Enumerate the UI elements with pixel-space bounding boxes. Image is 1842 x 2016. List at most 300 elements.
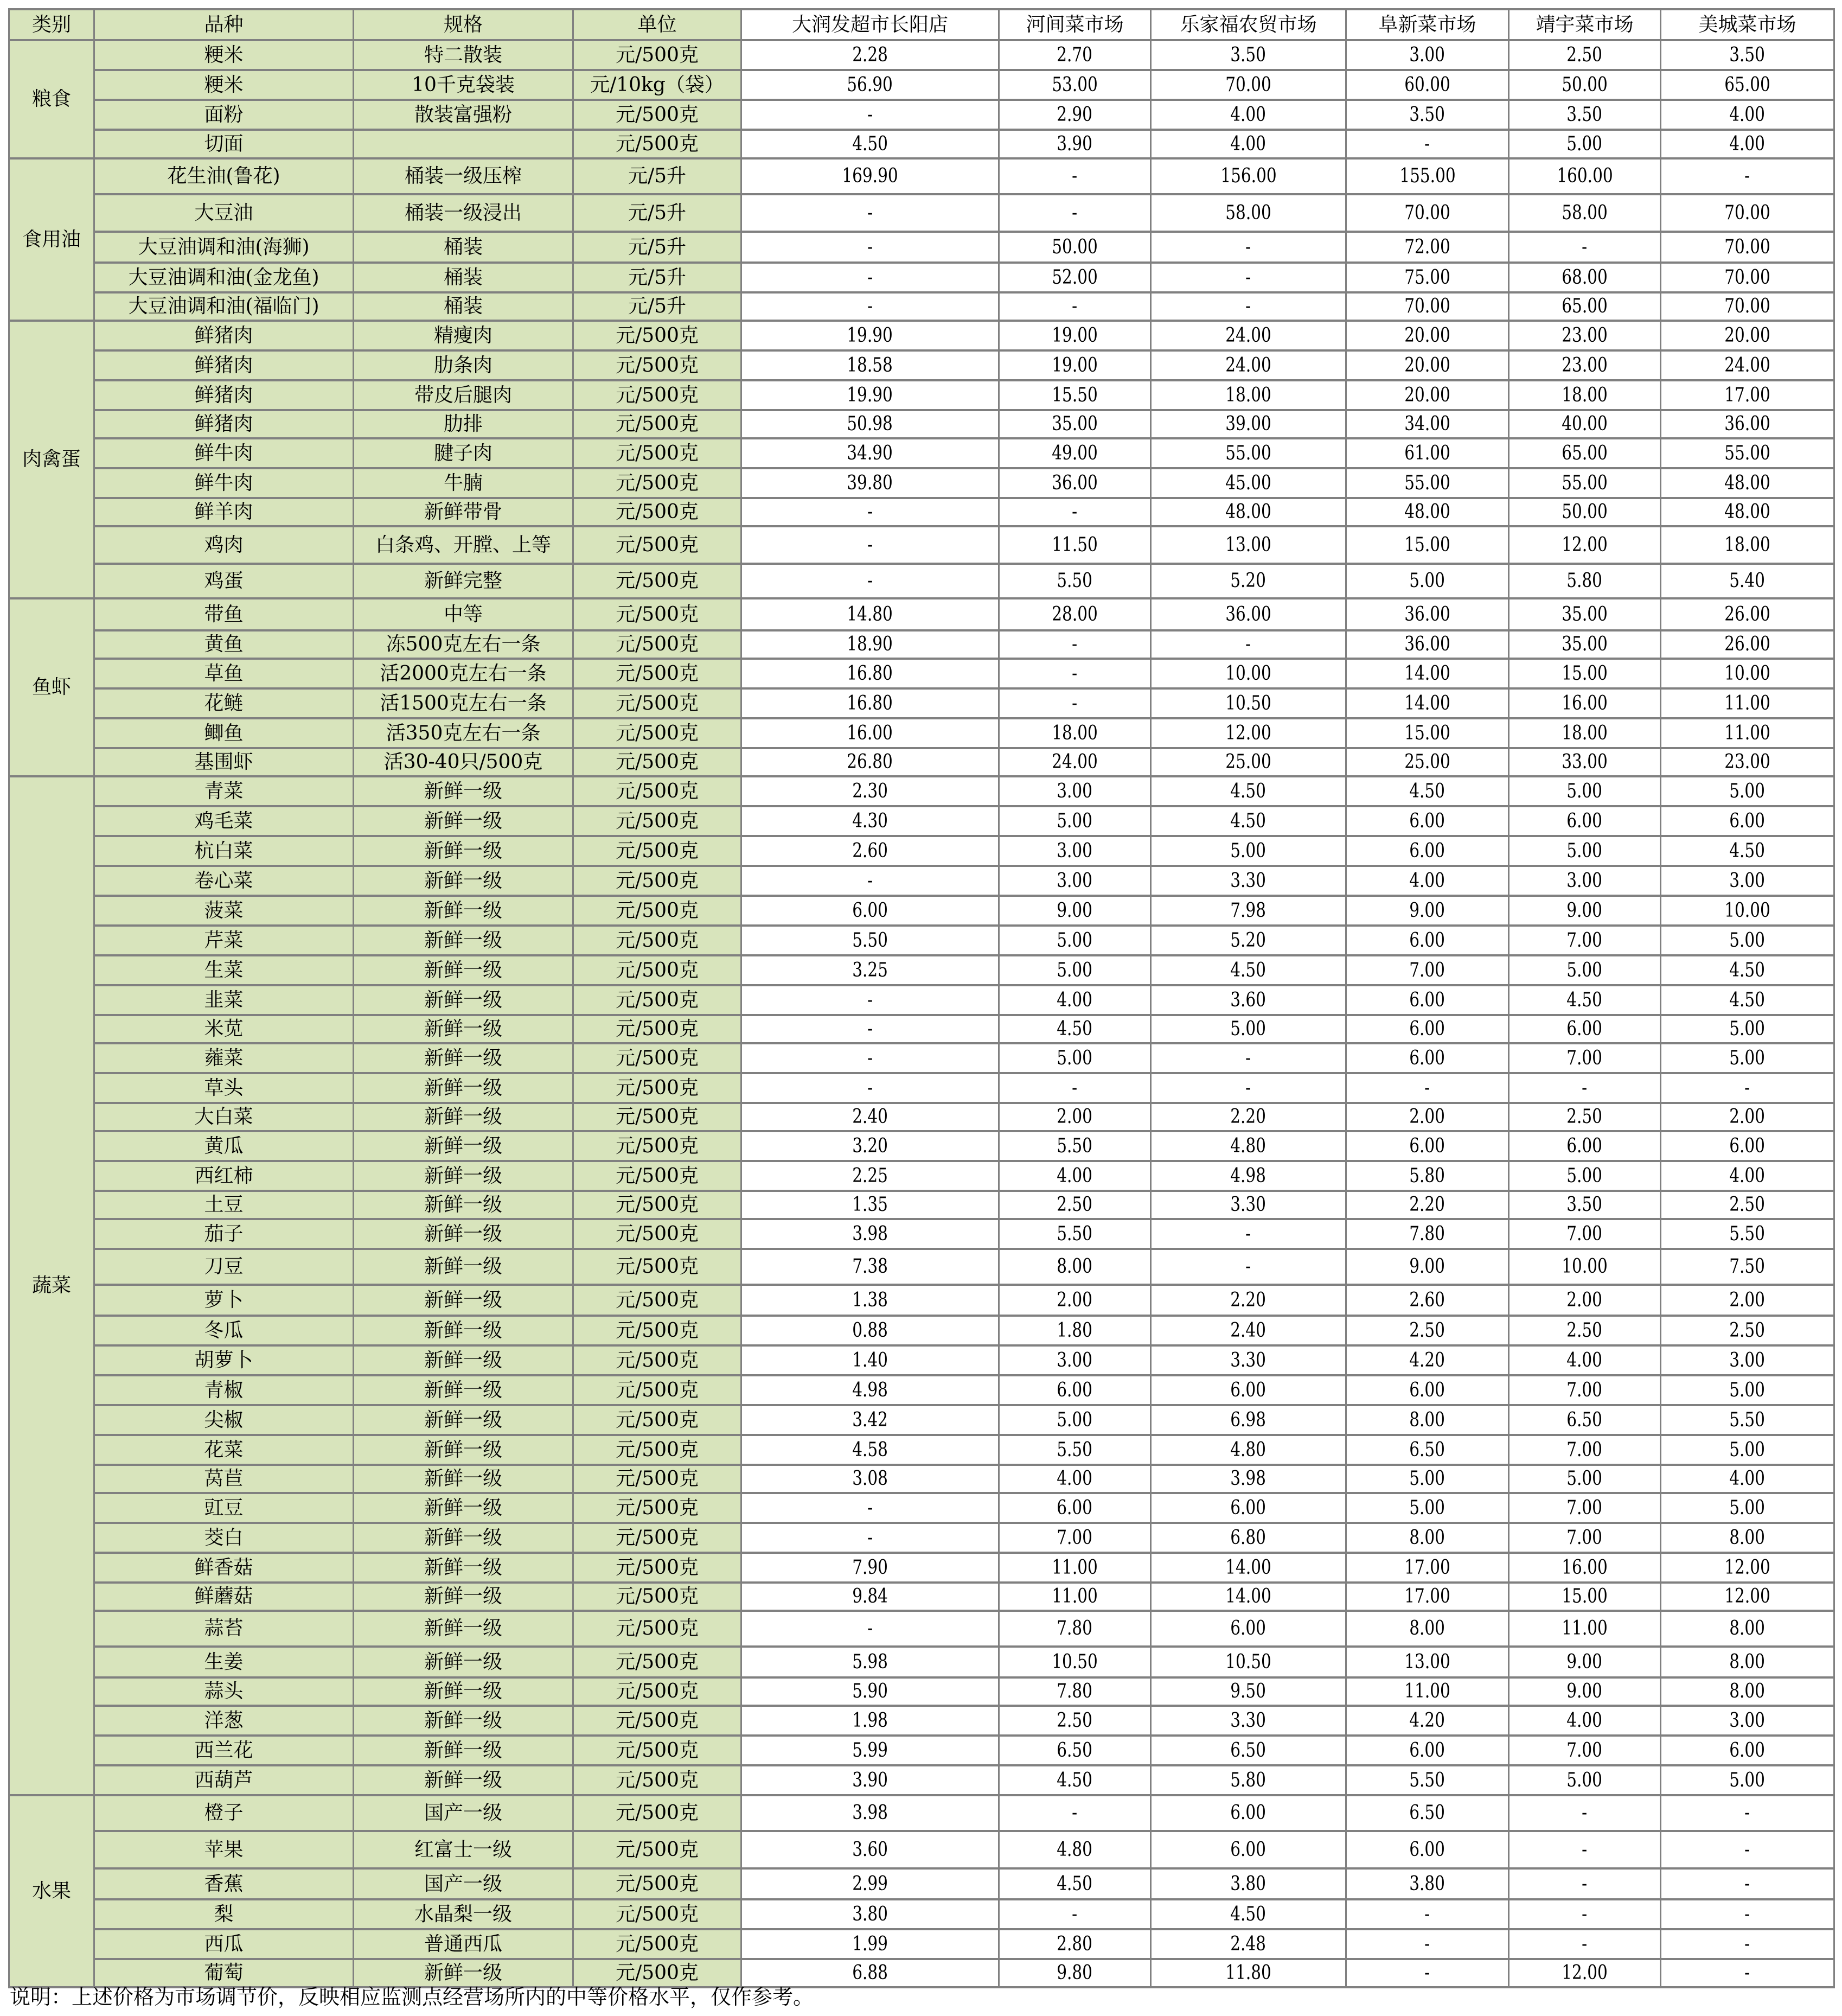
price-cell: [1661, 836, 1834, 866]
table-row: [9, 158, 1834, 194]
variety-cell: 鲜猪肉: [94, 410, 354, 438]
price-value: 36.00: [1404, 633, 1450, 655]
price-cell: [1346, 1249, 1509, 1285]
price-cell: [1346, 1131, 1509, 1161]
price-cell: [1509, 836, 1661, 866]
price-value: 2.50: [1057, 1194, 1093, 1216]
price-cell: [1346, 776, 1509, 806]
price-cell: [741, 1345, 999, 1375]
price-cell: [1509, 1465, 1661, 1493]
spec-cell: 新鲜一级: [354, 866, 573, 896]
variety-cell: 刀豆: [94, 1249, 354, 1285]
price-cell: [1346, 1553, 1509, 1583]
variety-cell: 蒜苔: [94, 1611, 354, 1647]
price-cell: [1151, 718, 1346, 748]
price-value: 7.00: [1566, 1438, 1603, 1461]
price-value: -: [1582, 1802, 1588, 1824]
price-cell: [999, 158, 1151, 194]
price-value: 4.00: [1566, 1709, 1603, 1732]
price-cell: [1661, 498, 1834, 526]
price-cell: [1346, 836, 1509, 866]
table-row: [9, 1043, 1834, 1073]
price-value: 4.80: [1230, 1134, 1267, 1157]
price-cell: [1151, 1959, 1346, 1987]
price-value: 35.00: [1562, 603, 1608, 626]
price-value: 7.00: [1409, 959, 1446, 981]
price-value: 6.50: [1409, 1802, 1446, 1824]
price-cell: [1151, 1493, 1346, 1523]
unit-cell: 元/500克: [573, 598, 741, 630]
price-value: 65.00: [1562, 295, 1608, 317]
price-cell: [1346, 1647, 1509, 1677]
price-cell: [741, 1103, 999, 1131]
price-value: 4.00: [1057, 1164, 1093, 1187]
price-value: -: [1744, 1076, 1750, 1099]
spec-cell: 新鲜一级: [354, 1583, 573, 1611]
header-market-5: 美城菜市场: [1661, 9, 1834, 40]
header-market-0: 大润发超市长阳店: [741, 9, 999, 40]
variety-cell: 草头: [94, 1073, 354, 1103]
price-value: 2.30: [852, 780, 888, 802]
price-cell: [1151, 40, 1346, 70]
price-value: 2.20: [1230, 1106, 1267, 1128]
price-cell: [1661, 806, 1834, 836]
category-cell: 粮食: [9, 40, 94, 158]
price-cell: [1151, 1583, 1346, 1611]
price-value: 4.30: [852, 809, 888, 832]
price-cell: [999, 1647, 1151, 1677]
price-cell: [741, 380, 999, 410]
price-value: 6.00: [1230, 1496, 1267, 1519]
price-cell: [1151, 955, 1346, 985]
spec-cell: 活350克左右一条: [354, 718, 573, 748]
price-value: -: [1072, 1802, 1078, 1824]
price-value: 45.00: [1225, 471, 1271, 494]
price-value: 4.50: [1230, 959, 1267, 981]
price-value: 8.00: [1409, 1617, 1446, 1639]
price-cell: [741, 1553, 999, 1583]
price-cell: [1346, 1191, 1509, 1219]
price-cell: [741, 1831, 999, 1868]
price-value: 48.00: [1404, 501, 1450, 523]
variety-cell: 花菜: [94, 1435, 354, 1465]
price-value: 2.00: [1057, 1288, 1093, 1311]
price-value: 16.00: [847, 722, 893, 744]
price-value: 6.00: [1409, 1047, 1446, 1069]
price-value: 55.00: [1562, 471, 1608, 494]
price-value: 18.00: [1724, 533, 1770, 556]
table-row: [9, 1161, 1834, 1191]
price-cell: [1661, 926, 1834, 955]
price-cell: [741, 1161, 999, 1191]
price-cell: [1346, 438, 1509, 468]
price-cell: [1509, 498, 1661, 526]
price-cell: [999, 1795, 1151, 1831]
price-value: 55.00: [1225, 442, 1271, 464]
price-value: 26.00: [1724, 633, 1770, 655]
spec-cell: 活2000克左右一条: [354, 659, 573, 688]
table-row: [9, 1285, 1834, 1316]
price-cell: [1661, 1435, 1834, 1465]
price-cell: [1151, 1553, 1346, 1583]
price-value: 25.00: [1225, 751, 1271, 773]
price-cell: [1509, 748, 1661, 776]
unit-cell: 元/500克: [573, 985, 741, 1015]
variety-cell: 鸡蛋: [94, 564, 354, 598]
spec-cell: 桶装: [354, 292, 573, 321]
price-value: 2.50: [1566, 1319, 1603, 1342]
price-cell: [1509, 1868, 1661, 1899]
price-cell: [1151, 1345, 1346, 1375]
table-row: [9, 776, 1834, 806]
price-value: 15.00: [1404, 533, 1450, 556]
price-value: -: [1582, 1838, 1588, 1861]
unit-cell: 元/500克: [573, 1405, 741, 1435]
price-cell: [741, 130, 999, 158]
price-value: 16.80: [847, 692, 893, 714]
price-cell: [741, 1611, 999, 1647]
price-value: 49.00: [1052, 442, 1098, 464]
price-value: 68.00: [1562, 266, 1608, 289]
unit-cell: 元/500克: [573, 688, 741, 718]
spec-cell: 新鲜一级: [354, 1161, 573, 1191]
price-value: 60.00: [1404, 73, 1450, 96]
price-cell: [1509, 380, 1661, 410]
variety-cell: 鲜羊肉: [94, 498, 354, 526]
price-value: 36.00: [1724, 413, 1770, 435]
unit-cell: 元/500克: [573, 498, 741, 526]
spec-cell: 新鲜一级: [354, 1493, 573, 1523]
price-value: 160.00: [1556, 165, 1613, 187]
price-value: 28.00: [1052, 603, 1098, 626]
table-row: [9, 1831, 1834, 1868]
price-cell: [1509, 1219, 1661, 1249]
variety-cell: 橙子: [94, 1795, 354, 1831]
price-cell: [1346, 1899, 1509, 1929]
price-cell: [1346, 526, 1509, 564]
price-value: -: [867, 1617, 873, 1639]
price-cell: [999, 1929, 1151, 1959]
price-cell: [1509, 292, 1661, 321]
price-value: 58.00: [1562, 201, 1608, 224]
price-value: 6.50: [1230, 1739, 1267, 1762]
spec-cell: 肋条肉: [354, 350, 573, 380]
price-cell: [999, 70, 1151, 100]
spec-cell: 新鲜一级: [354, 896, 573, 926]
price-value: 7.90: [852, 1556, 888, 1579]
price-cell: [1509, 598, 1661, 630]
table-row: [9, 1523, 1834, 1553]
price-cell: [741, 1435, 999, 1465]
header-spec: 规格: [354, 9, 573, 40]
price-value: 8.00: [1729, 1650, 1766, 1673]
price-cell: [1661, 1405, 1834, 1435]
variety-cell: 粳米: [94, 70, 354, 100]
price-cell: [1509, 130, 1661, 158]
spec-cell: 新鲜一级: [354, 1131, 573, 1161]
price-value: 1.80: [1057, 1319, 1093, 1342]
price-value: 9.00: [1409, 1255, 1446, 1278]
price-cell: [1346, 1677, 1509, 1706]
price-value: 33.00: [1562, 751, 1608, 773]
price-cell: [999, 598, 1151, 630]
variety-cell: 大豆油调和油(福临门): [94, 292, 354, 321]
price-value: 6.00: [852, 899, 888, 922]
price-cell: [1151, 1465, 1346, 1493]
price-cell: [1151, 100, 1346, 130]
price-cell: [1151, 1929, 1346, 1959]
price-value: 156.00: [1220, 165, 1277, 187]
price-value: 6.00: [1409, 929, 1446, 952]
unit-cell: 元/500克: [573, 564, 741, 598]
price-cell: [1661, 1103, 1834, 1131]
variety-cell: 洋葱: [94, 1706, 354, 1736]
table-row: [9, 70, 1834, 100]
table-row: [9, 1219, 1834, 1249]
price-value: 6.00: [1729, 1739, 1766, 1762]
price-value: 7.00: [1566, 1526, 1603, 1549]
variety-cell: 生姜: [94, 1647, 354, 1677]
price-cell: [1509, 1831, 1661, 1868]
price-value: 6.00: [1057, 1496, 1093, 1519]
price-cell: [741, 718, 999, 748]
price-value: 3.00: [1729, 869, 1766, 892]
price-value: -: [1582, 1872, 1588, 1895]
price-cell: [1346, 194, 1509, 232]
price-value: 5.00: [1057, 929, 1093, 952]
price-cell: [1151, 498, 1346, 526]
table-row: [9, 438, 1834, 468]
price-value: 5.50: [1057, 1438, 1093, 1461]
price-value: 1.38: [852, 1288, 888, 1311]
table-row: [9, 836, 1834, 866]
price-cell: [1346, 659, 1509, 688]
price-value: 3.50: [1729, 43, 1766, 66]
spec-cell: 新鲜带骨: [354, 498, 573, 526]
price-cell: [1346, 1523, 1509, 1553]
price-cell: [1661, 1929, 1834, 1959]
price-cell: [999, 1959, 1151, 1987]
price-value: 3.30: [1230, 1194, 1267, 1216]
spec-cell: 活30-40只/500克: [354, 748, 573, 776]
price-cell: [999, 263, 1151, 292]
price-value: 2.50: [1057, 1709, 1093, 1732]
price-value: 18.00: [1562, 384, 1608, 406]
spec-cell: 特二散装: [354, 40, 573, 70]
price-cell: [999, 955, 1151, 985]
price-value: 24.00: [1724, 354, 1770, 377]
price-value: 6.00: [1566, 1134, 1603, 1157]
unit-cell: 元/500克: [573, 410, 741, 438]
price-cell: [741, 630, 999, 659]
spec-cell: 新鲜一级: [354, 985, 573, 1015]
price-value: 8.00: [1729, 1617, 1766, 1639]
price-value: -: [867, 201, 873, 224]
price-value: 4.98: [852, 1379, 888, 1401]
price-value: 50.00: [1562, 73, 1608, 96]
price-value: 65.00: [1562, 442, 1608, 464]
price-value: 24.00: [1225, 324, 1271, 347]
price-value: 6.98: [1230, 1408, 1267, 1431]
price-value: 5.98: [852, 1650, 888, 1673]
price-cell: [1509, 630, 1661, 659]
variety-cell: 茭白: [94, 1523, 354, 1553]
price-value: 11.50: [1052, 533, 1098, 556]
price-cell: [1346, 130, 1509, 158]
table-row: [9, 263, 1834, 292]
price-cell: [741, 498, 999, 526]
price-cell: [999, 1899, 1151, 1929]
price-cell: [1151, 380, 1346, 410]
price-value: 50.00: [1052, 235, 1098, 258]
price-value: 2.00: [1409, 1106, 1446, 1128]
price-value: 14.00: [1404, 692, 1450, 714]
price-value: -: [1744, 1802, 1750, 1824]
price-value: 5.99: [852, 1739, 888, 1762]
table-row: [9, 688, 1834, 718]
price-cell: [1151, 1131, 1346, 1161]
price-value: 8.00: [1729, 1680, 1766, 1702]
price-cell: [741, 158, 999, 194]
price-value: 40.00: [1562, 413, 1608, 435]
unit-cell: 元/500克: [573, 380, 741, 410]
price-cell: [1661, 1553, 1834, 1583]
price-value: 3.50: [1230, 43, 1267, 66]
price-value: 5.00: [1566, 959, 1603, 981]
price-value: 7.80: [1409, 1222, 1446, 1245]
price-cell: [999, 926, 1151, 955]
price-value: 3.98: [852, 1802, 888, 1824]
price-value: 4.00: [1729, 1164, 1766, 1187]
price-cell: [741, 1316, 999, 1345]
price-value: -: [867, 988, 873, 1011]
price-value: 3.98: [852, 1222, 888, 1245]
price-cell: [1151, 526, 1346, 564]
price-cell: [1661, 1043, 1834, 1073]
price-value: 18.58: [847, 354, 893, 377]
price-value: 4.58: [852, 1438, 888, 1461]
price-value: 16.00: [1562, 1556, 1608, 1579]
price-cell: [1151, 1795, 1346, 1831]
price-cell: [1151, 70, 1346, 100]
price-cell: [999, 1015, 1151, 1043]
price-cell: [1661, 1285, 1834, 1316]
price-cell: [999, 564, 1151, 598]
price-value: 34.00: [1404, 413, 1450, 435]
price-value: -: [1744, 1932, 1750, 1955]
price-cell: [1346, 468, 1509, 498]
price-cell: [1509, 806, 1661, 836]
price-cell: [741, 1405, 999, 1435]
price-value: 4.00: [1230, 132, 1267, 155]
price-value: 4.50: [1409, 780, 1446, 802]
price-value: 9.84: [852, 1585, 888, 1607]
unit-cell: 元/500克: [573, 1553, 741, 1583]
price-value: 15.00: [1562, 1585, 1608, 1607]
price-value: -: [1072, 1076, 1078, 1099]
price-value: 3.50: [1566, 1194, 1603, 1216]
table-row: [9, 1435, 1834, 1465]
unit-cell: 元/500克: [573, 1765, 741, 1795]
price-value: 1.40: [852, 1349, 888, 1371]
table-row: [9, 659, 1834, 688]
price-cell: [1151, 1161, 1346, 1191]
price-value: 65.00: [1724, 73, 1770, 96]
price-value: 12.00: [1724, 1556, 1770, 1579]
price-value: 2.00: [1057, 1106, 1093, 1128]
price-value: 7.98: [1230, 899, 1267, 922]
price-cell: [999, 1285, 1151, 1316]
price-value: 6.00: [1409, 839, 1446, 862]
price-value: -: [1072, 501, 1078, 523]
unit-cell: 元/500克: [573, 776, 741, 806]
price-value: 70.00: [1404, 201, 1450, 224]
price-value: 39.80: [847, 471, 893, 494]
price-value: 0.88: [852, 1319, 888, 1342]
price-cell: [1661, 1899, 1834, 1929]
unit-cell: 元/500克: [573, 836, 741, 866]
table-row: [9, 1316, 1834, 1345]
price-cell: [1346, 1706, 1509, 1736]
price-cell: [1346, 321, 1509, 350]
price-cell: [1151, 194, 1346, 232]
price-cell: [1346, 1405, 1509, 1435]
unit-cell: 元/500克: [573, 1795, 741, 1831]
price-cell: [741, 1249, 999, 1285]
unit-cell: 元/500克: [573, 1493, 741, 1523]
price-value: 9.00: [1566, 1680, 1603, 1702]
price-value: 4.50: [852, 132, 888, 155]
price-value: 5.00: [1057, 1047, 1093, 1069]
price-value: 52.00: [1052, 266, 1098, 289]
price-value: 72.00: [1404, 235, 1450, 258]
unit-cell: 元/5升: [573, 292, 741, 321]
price-cell: [741, 1523, 999, 1553]
table-row: [9, 564, 1834, 598]
price-cell: [1346, 232, 1509, 263]
price-cell: [1151, 866, 1346, 896]
price-cell: [999, 1553, 1151, 1583]
spec-cell: 新鲜一级: [354, 1553, 573, 1583]
price-value: 5.00: [1729, 1379, 1766, 1401]
price-cell: [1346, 1929, 1509, 1959]
price-cell: [1346, 748, 1509, 776]
price-value: 2.28: [852, 43, 888, 66]
price-cell: [741, 1929, 999, 1959]
price-cell: [1346, 70, 1509, 100]
variety-cell: 鲜牛肉: [94, 438, 354, 468]
price-value: 3.00: [1057, 869, 1093, 892]
price-value: 35.00: [1562, 633, 1608, 655]
price-value: 9.00: [1566, 1650, 1603, 1673]
price-cell: [741, 926, 999, 955]
unit-cell: 元/500克: [573, 1647, 741, 1677]
price-cell: [999, 1435, 1151, 1465]
unit-cell: 元/500克: [573, 1899, 741, 1929]
price-cell: [999, 1316, 1151, 1345]
price-cell: [999, 896, 1151, 926]
unit-cell: 元/500克: [573, 1285, 741, 1316]
price-value: 2.50: [1729, 1319, 1766, 1342]
price-cell: [1661, 350, 1834, 380]
variety-cell: 鲫鱼: [94, 718, 354, 748]
spec-cell: 新鲜一级: [354, 1765, 573, 1795]
price-cell: [1151, 1015, 1346, 1043]
price-cell: [999, 1677, 1151, 1706]
price-cell: [1661, 630, 1834, 659]
price-value: -: [1245, 633, 1251, 655]
price-cell: [1509, 232, 1661, 263]
